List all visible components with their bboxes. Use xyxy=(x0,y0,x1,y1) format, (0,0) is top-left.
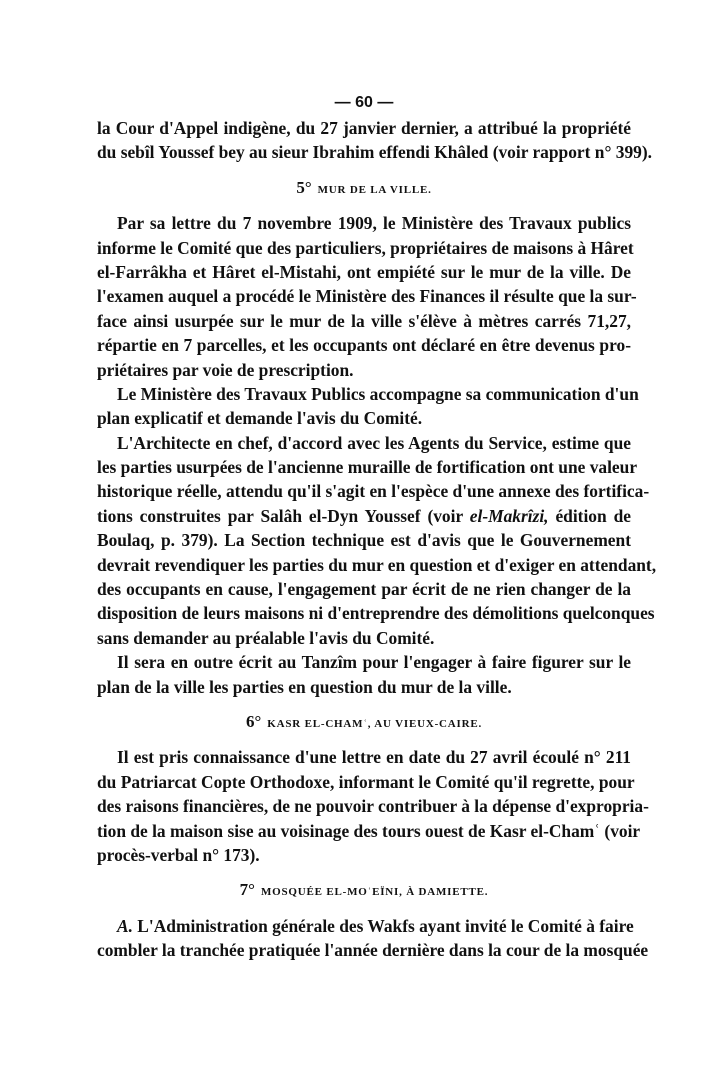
text-line: l'examen auquel a procédé le Ministère des Finances il résulte que la sur- xyxy=(97,286,637,307)
page-body xyxy=(97,116,657,963)
section-heading xyxy=(97,878,631,902)
text-line: des raisons financières, de ne pouvoir contribuer à la dépense d'expropria- xyxy=(97,796,649,817)
section-heading xyxy=(97,176,631,200)
text-line: du sebîl Youssef bey au sieur Ibrahim effendi Khâled (voir rapport n° 399). xyxy=(97,142,652,163)
text-line: informe le Comité que des particuliers, propriétaires de maisons à Hâret xyxy=(97,237,634,258)
text-line: L'Architecte en chef, d'accord avec les Agents du Service, estime que xyxy=(117,432,631,453)
text-line: devrait revendiquer les parties du mur en question et d'exiger en attendant, xyxy=(97,554,657,575)
paragraph xyxy=(97,914,649,963)
text-line: Boulaq, p. 379). La Section technique est d'avis que le Gouvernement xyxy=(97,530,631,551)
text-segment: tions construites par Salâh el-Dyn Youssef (voir xyxy=(97,505,470,526)
text-line: Par sa lettre du 7 novembre 1909, le Ministère des Travaux publics xyxy=(117,213,631,234)
text-line: el-Farrâkha et Hâret el-Mistahi, ont empiété sur le mur de la ville. De xyxy=(97,261,631,282)
section-title: MOSQUÉE EL-MOʿEÏNI, À DAMIETTE. xyxy=(260,886,489,899)
text-line: Il sera en outre écrit au Tanzîm pour l'engager à faire figurer sur le xyxy=(117,652,631,673)
paragraph xyxy=(97,650,631,699)
section-heading xyxy=(97,710,631,734)
text-line: Le Ministère des Travaux Publics accompagne sa communication d'un xyxy=(117,383,639,404)
text-line: combler la tranchée pratiquée l'année dernière dans la cour de la mosquée xyxy=(97,940,649,961)
text-line: plan explicatif et demande l'avis du Comité. xyxy=(97,408,423,429)
text-line: face ainsi usurpée sur le mur de la ville s'élève à mètres carrés 71,27, xyxy=(97,310,631,331)
italic-text: A. xyxy=(117,915,133,936)
text-segment: édition de xyxy=(548,505,631,526)
section-title: MUR DE LA VILLE. xyxy=(317,183,432,196)
text-segment: L'Administration générale des Wakfs ayant invité le Comité à faire xyxy=(132,915,634,936)
text-line: tion de la maison sise au voisinage des tours ouest de Kasr el-Chamʿ (voir xyxy=(97,820,641,841)
paragraph xyxy=(97,431,657,651)
section-number: 5° xyxy=(296,177,312,197)
text-line: historique réelle, attendu qu'il s'agit en l'espèce d'une annexe des fortifica- xyxy=(97,481,650,502)
section-number: 6° xyxy=(245,711,262,731)
text-line: Il est pris connaissance d'une lettre en date du 27 avril écoulé n° 211 xyxy=(117,747,631,768)
text-line: disposition de leurs maisons ni d'entreprendre des démolitions quelconques xyxy=(97,603,655,624)
text-line xyxy=(97,504,631,528)
text-line: des occupants en cause, l'engagement par écrit de ne rien changer de la xyxy=(97,579,631,600)
text-line: procès-verbal n° 173). xyxy=(97,844,260,865)
italic-text: el-Makrîzi, xyxy=(469,505,549,526)
document-page xyxy=(97,91,657,963)
text-line: priétaires par voie de prescription. xyxy=(97,359,354,380)
text-line: sans demander au préalable l'avis du Comité. xyxy=(97,627,435,648)
paragraph xyxy=(97,382,639,431)
paragraph xyxy=(97,116,652,165)
section-number: 7° xyxy=(239,880,255,900)
text-line: les parties usurpées de l'ancienne muraille de fortification ont une valeur xyxy=(97,457,638,478)
text-line: la Cour d'Appel indigène, du 27 janvier dernier, a attribué la propriété xyxy=(97,118,631,138)
paragraph xyxy=(97,745,649,867)
text-line: du Patriarcat Copte Orthodoxe, informant le Comité qu'il regrette, pour xyxy=(97,771,635,792)
text-line xyxy=(97,914,634,938)
page-number: — 60 — xyxy=(334,94,394,111)
text-line: répartie en 7 parcelles, et les occupants ont déclaré en être devenus pro- xyxy=(97,335,631,356)
paragraph xyxy=(97,211,637,382)
text-line: plan de la ville les parties en question du mur de la ville. xyxy=(97,676,512,697)
section-title: KASR EL-CHAMʿ, AU VIEUX-CAIRE. xyxy=(267,717,483,730)
